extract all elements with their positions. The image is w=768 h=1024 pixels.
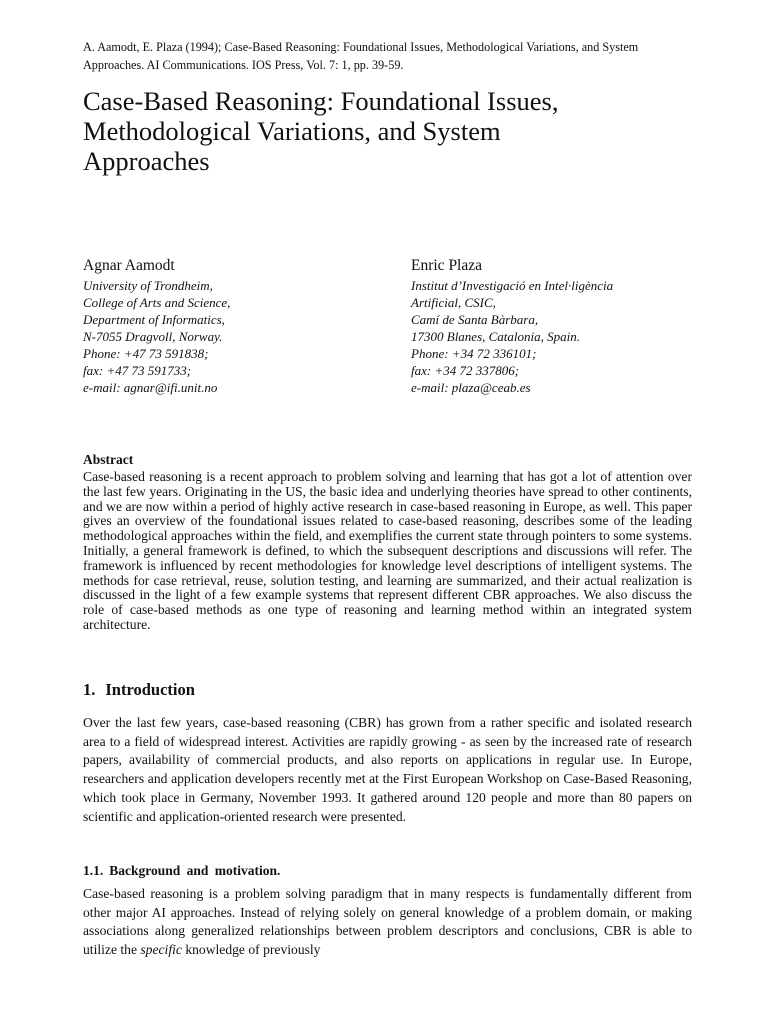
paragraph-text: Case-based reasoning is a problem solving paradigm that in many respects is fundamentally different from other major AI approaches. Instead of relying solely on general knowledge of a problem domain, or making associations along generalized relationships between problem descriptors and conclusions, CBR is able to utilize the — [83, 886, 692, 958]
title-line-1: Case-Based Reasoning: Foundational Issues, — [83, 86, 559, 116]
author-phone: Phone: +47 73 591838; — [83, 346, 209, 361]
background-paragraph — [83, 885, 692, 960]
affiliation-line: 17300 Blanes, Catalonia, Spain. — [411, 329, 580, 344]
citation — [83, 38, 698, 74]
author-fax: fax: +47 73 591733; — [83, 363, 192, 378]
author-phone: Phone: +34 72 336101; — [411, 346, 537, 361]
author-aamodt — [83, 256, 403, 396]
title-line-2: Methodological Variations, and System — [83, 116, 501, 146]
paragraph-text-continued: knowledge of previously — [181, 942, 321, 958]
subsection-heading-background — [83, 863, 280, 879]
title-line-3: Approaches — [83, 146, 210, 176]
subsection-number: 1.1. — [83, 863, 104, 878]
author-email: e-mail: plaza@ceab.es — [411, 380, 531, 395]
author-plaza — [411, 256, 701, 396]
affiliation-line: Department of Informatics, — [83, 312, 225, 327]
section-number: 1. — [83, 680, 96, 699]
author-fax: fax: +34 72 337806; — [411, 363, 520, 378]
section-heading-introduction — [83, 680, 195, 700]
abstract-heading: Abstract — [83, 452, 134, 467]
affiliation-line: Camí de Santa Bàrbara, — [411, 312, 539, 327]
paper-title — [83, 86, 698, 176]
section-title: Introduction — [105, 680, 195, 699]
subsection-title: Background and motivation. — [109, 863, 281, 878]
author-name: Agnar Aamodt — [83, 257, 175, 274]
author-email: e-mail: agnar@ifi.unit.no — [83, 380, 218, 395]
affiliation-line: University of Trondheim, — [83, 278, 213, 293]
affiliation-line: College of Arts and Science, — [83, 295, 231, 310]
abstract-text: Case-based reasoning is a recent approach to problem solving and learning that has got a lot of attention over the last few years. Originating in the US, the basic idea and underlying theories have spread to other continents, and we are now within a period of highly active research in case-based reasoning in Europe, as well. This paper gives an overview of the foundational issues related to case-based reasoning, describes some of the leading methodological approaches within the field, and exemplifies the current state through pointers to some systems. Initially, a general framework is defined, to which the subsequent descriptions and discussions will refer. The framework is influenced by recent methodologies for knowledge level descriptions of intelligent systems. The methods for case retrieval, reuse, solution testing, and learning are summarized, and their actual realization is discussed in the light of a few example systems that represent different CBR approaches. We also discuss the role of case-based methods as one type of reasoning and learning method within an integrated system architecture. — [83, 469, 692, 632]
affiliation-line: N-7055 Dragvoll, Norway. — [83, 329, 223, 344]
author-name: Enric Plaza — [411, 257, 483, 274]
affiliation-line: Artificial, CSIC, — [411, 295, 496, 310]
introduction-paragraph: Over the last few years, case-based reasoning (CBR) has grown from a rather specific and isolated research area to a field of widespread interest. Activities are rapidly growing - as seen by the increased rate of research papers, availability of commercial products, and also reports on applications in regular use. In Europe, researchers and application developers recently met at the First European Workshop on Case-Based Reasoning, which took place in Germany, November 1993. It gathered around 120 people and more than 80 papers on scientific and application-oriented research were presented. — [83, 715, 692, 824]
emphasized-text: specific — [140, 942, 182, 958]
citation-line-1: A. Aamodt, E. Plaza (1994); Case-Based Reasoning: Foundational Issues, Methodological Variations, and System — [83, 40, 639, 54]
affiliation-line: Institut d’Investigació en Intel·ligència — [411, 278, 614, 293]
citation-line-2: Approaches. AI Communications. IOS Press, Vol. 7: 1, pp. 39-59. — [83, 58, 404, 72]
